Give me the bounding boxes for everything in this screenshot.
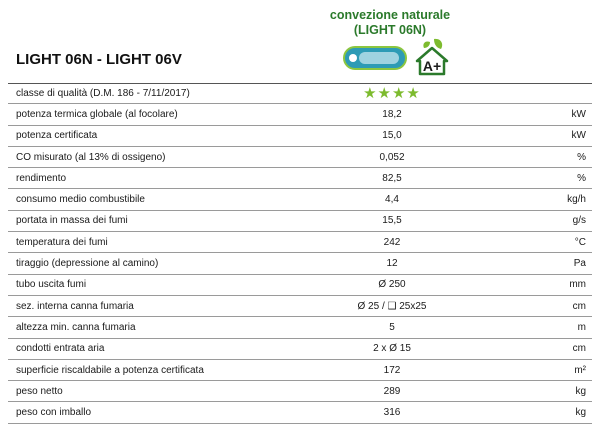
table-row bbox=[8, 232, 592, 253]
row-unit: kW bbox=[571, 108, 586, 120]
table-row bbox=[8, 211, 592, 232]
row-value: 12 bbox=[386, 258, 398, 270]
row-unit: kg bbox=[575, 407, 586, 419]
row-unit: % bbox=[577, 151, 586, 163]
house-a-plus-icon bbox=[413, 36, 451, 76]
row-label: tubo uscita fumi bbox=[16, 279, 87, 291]
table-row bbox=[8, 147, 592, 168]
row-value: 0,052 bbox=[379, 151, 405, 163]
row-label: peso con imballo bbox=[16, 407, 92, 419]
row-unit: % bbox=[577, 172, 586, 184]
row-value: Ø 250 bbox=[378, 279, 406, 291]
table-row bbox=[8, 317, 592, 338]
row-label: tiraggio (depressione al camino) bbox=[16, 258, 159, 270]
row-label: portata in massa dei fumi bbox=[16, 215, 128, 227]
row-unit: cm bbox=[572, 300, 586, 312]
row-value: 2 x Ø 15 bbox=[373, 343, 411, 355]
table-row bbox=[8, 296, 592, 317]
row-label: CO misurato (al 13% di ossigeno) bbox=[16, 151, 166, 163]
row-value: 15,0 bbox=[382, 130, 402, 142]
row-value: 82,5 bbox=[382, 172, 402, 184]
row-unit: g/s bbox=[572, 215, 586, 227]
row-value: 4,4 bbox=[385, 194, 399, 206]
row-unit: m bbox=[577, 321, 586, 333]
row-label: condotti entrata aria bbox=[16, 343, 105, 355]
row-unit: cm bbox=[572, 343, 586, 355]
table-row bbox=[8, 360, 592, 381]
page-title: LIGHT 06N - LIGHT 06V bbox=[16, 51, 182, 68]
row-unit: m² bbox=[574, 364, 586, 376]
row-label: rendimento bbox=[16, 172, 67, 184]
row-label: altezza min. canna fumaria bbox=[16, 321, 136, 333]
certification-badges bbox=[343, 40, 463, 80]
column-header-line2: (LIGHT 06N) bbox=[353, 23, 427, 37]
row-label: potenza certificata bbox=[16, 130, 98, 142]
row-unit: Pa bbox=[573, 258, 586, 270]
column-header-line1: convezione naturale bbox=[329, 8, 451, 22]
row-label: temperatura dei fumi bbox=[16, 236, 108, 248]
table-row bbox=[8, 168, 592, 189]
row-label: consumo medio combustibile bbox=[16, 194, 145, 206]
row-unit: kg/h bbox=[567, 194, 586, 206]
row-value: 172 bbox=[383, 364, 401, 376]
table-row bbox=[8, 83, 592, 104]
spec-table bbox=[8, 83, 592, 424]
row-value: 289 bbox=[383, 385, 401, 397]
table-row bbox=[8, 189, 592, 210]
row-unit: kg bbox=[575, 385, 586, 397]
row-unit: mm bbox=[569, 279, 586, 291]
row-label: classe di qualità (D.M. 186 - 7/11/2017) bbox=[16, 88, 190, 100]
row-value: 5 bbox=[389, 321, 395, 333]
table-row bbox=[8, 339, 592, 360]
row-unit: kW bbox=[571, 130, 586, 142]
table-row bbox=[8, 275, 592, 296]
house-label: A+ bbox=[422, 58, 442, 74]
table-row bbox=[8, 381, 592, 402]
row-value: 18,2 bbox=[382, 108, 402, 120]
row-label: peso netto bbox=[16, 385, 63, 397]
column-header bbox=[312, 8, 468, 38]
table-row bbox=[8, 402, 592, 423]
table-row bbox=[8, 126, 592, 147]
row-value: 242 bbox=[383, 236, 401, 248]
row-label: superficie riscaldabile a potenza certificata bbox=[16, 364, 204, 376]
row-label: potenza termica globale (al focolare) bbox=[16, 108, 178, 120]
row-value: 15,5 bbox=[382, 215, 402, 227]
row-label: sez. interna canna fumaria bbox=[16, 300, 134, 312]
row-unit: °C bbox=[574, 236, 586, 248]
quality-stars: ★★★★ bbox=[363, 85, 421, 103]
energy-label-icon bbox=[343, 46, 407, 70]
row-value: Ø 25 / ❑ 25x25 bbox=[357, 300, 427, 312]
row-value: 316 bbox=[383, 407, 401, 419]
table-row bbox=[8, 104, 592, 125]
table-row bbox=[8, 253, 592, 274]
